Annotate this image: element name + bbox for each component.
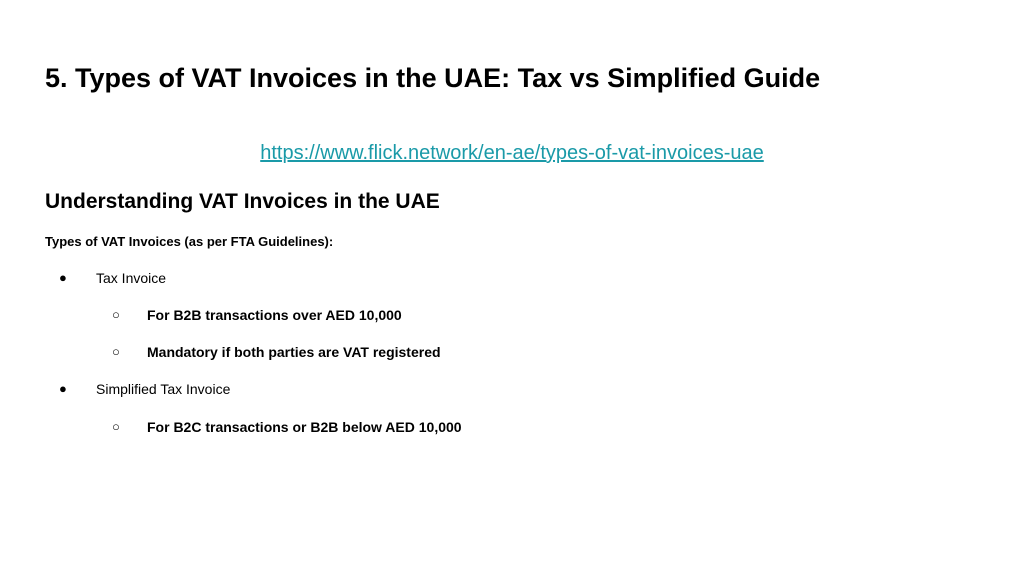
bullet-filled-icon: ● [59, 381, 67, 396]
types-label: Types of VAT Invoices (as per FTA Guidelines): [45, 234, 334, 249]
bullet-hollow-icon: ○ [112, 419, 120, 434]
list-subitem-b2c: For B2C transactions or B2B below AED 10,000 [147, 419, 462, 435]
page-title: 5. Types of VAT Invoices in the UAE: Tax vs Simplified Guide [45, 63, 821, 93]
list-subitem-mandatory: Mandatory if both parties are VAT registered [147, 344, 441, 360]
bullet-hollow-icon: ○ [112, 307, 120, 322]
bullet-filled-icon: ● [59, 270, 67, 285]
bullet-hollow-icon: ○ [112, 344, 120, 359]
list-item-simplified-tax-invoice: Simplified Tax Invoice [96, 381, 231, 397]
link-row [0, 139, 1024, 169]
section-heading: Understanding VAT Invoices in the UAE [45, 190, 440, 213]
source-link[interactable]: https://www.flick.network/en-ae/types-of-vat-invoices-uae [260, 142, 764, 164]
list-subitem-b2b-over: For B2B transactions over AED 10,000 [147, 307, 402, 323]
list-item-tax-invoice: Tax Invoice [96, 270, 167, 286]
